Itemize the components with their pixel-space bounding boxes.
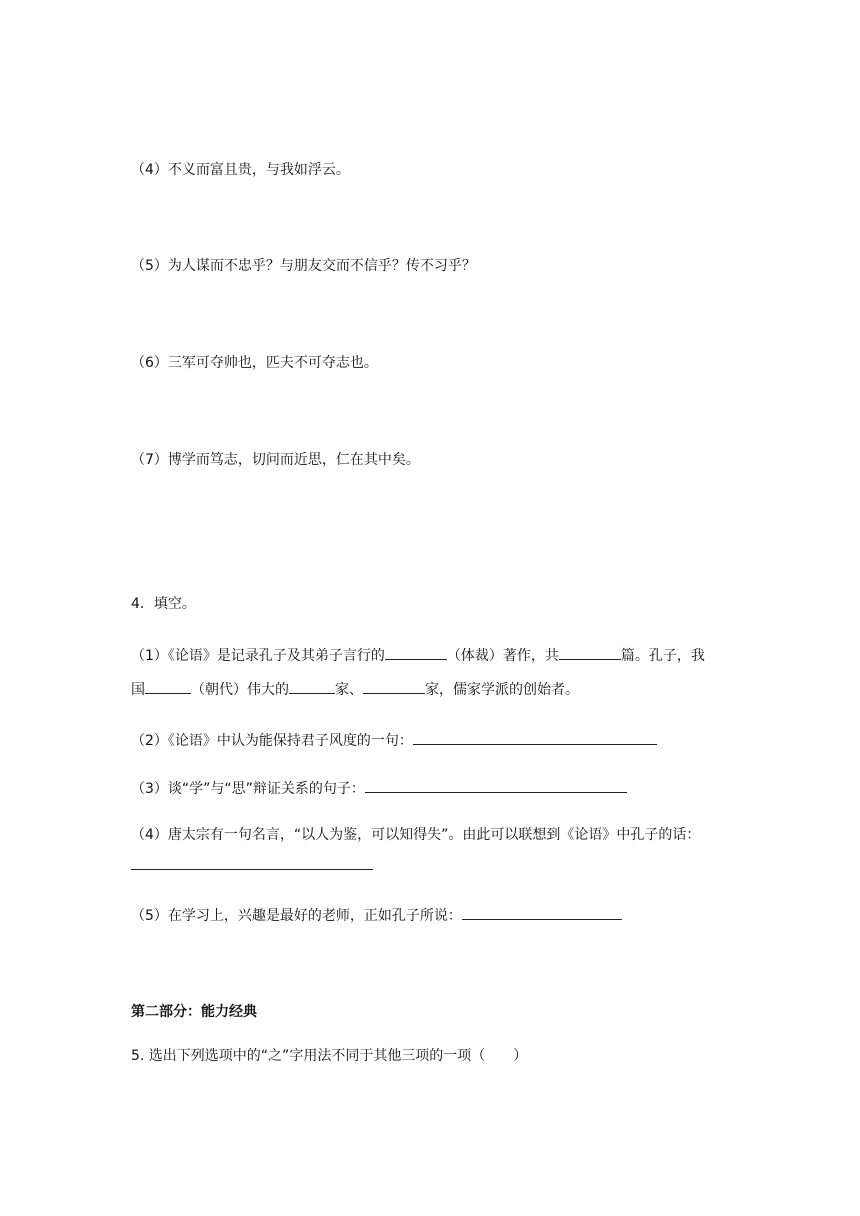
q4-sub5-text: （5）在学习上，兴趣是最好的老师，正如孔子所说： (131, 908, 462, 924)
q4-sub1-text-g: 家，儒家学派的创始者。 (425, 682, 579, 698)
item-7: （7）博学而笃志，切问而近思，仁在其中矣。 (131, 452, 420, 468)
q4-sub2 (131, 728, 657, 751)
blank-interest[interactable] (462, 903, 622, 920)
blank-mirror[interactable] (131, 853, 373, 870)
blank-learn-think[interactable] (365, 776, 627, 793)
q4-sub1-text-c: 篇。孔子，我 (620, 648, 705, 664)
q4-sub4: （4）唐太宗有一句名言，“以人为鉴，可以知得失”。由此可以联想到《论语》中孔子的话： (131, 827, 701, 843)
q4-sub1-text-b: （体裁）著作，共 (446, 648, 559, 664)
q5-question: 5. 选出下列选项中的“之”字用法不同于其他三项的一项（ ） (131, 1048, 528, 1064)
blank-gentleman[interactable] (413, 728, 657, 745)
blank-chapters[interactable] (559, 643, 621, 660)
q4-heading: 4．填空。 (131, 596, 196, 612)
blank-role-1[interactable] (289, 677, 335, 694)
part2-heading: 第二部分：能力经典 (131, 1004, 257, 1020)
q4-sub3-text: （3）谈“学”与“思”辩证关系的句子： (131, 781, 365, 797)
q4-sub1-text-f: 家、 (335, 682, 363, 698)
item-5: （5）为人谋而不忠乎？与朋友交而不信乎？传不习乎？ (131, 258, 476, 274)
q4-sub4-answer (131, 853, 373, 876)
q4-sub1-line1 (131, 643, 705, 666)
item-6: （6）三军可夺帅也，匹夫不可夺志也。 (131, 355, 378, 371)
q4-sub1-text-d: 国 (131, 682, 145, 698)
q4-sub1-text-e: （朝代）伟大的 (191, 682, 289, 698)
q4-sub5 (131, 903, 622, 926)
q4-sub3 (131, 776, 627, 799)
blank-role-2[interactable] (363, 677, 425, 694)
item-4: （4）不义而富且贵，与我如浮云。 (131, 162, 350, 178)
q4-sub1-line2 (131, 677, 579, 700)
blank-genre[interactable] (385, 643, 447, 660)
q4-sub1-text-a: （1）《论语》是记录孔子及其弟子言行的 (131, 648, 385, 664)
q4-sub2-text: （2）《论语》中认为能保持君子风度的一句： (131, 733, 413, 749)
blank-dynasty[interactable] (145, 677, 191, 694)
